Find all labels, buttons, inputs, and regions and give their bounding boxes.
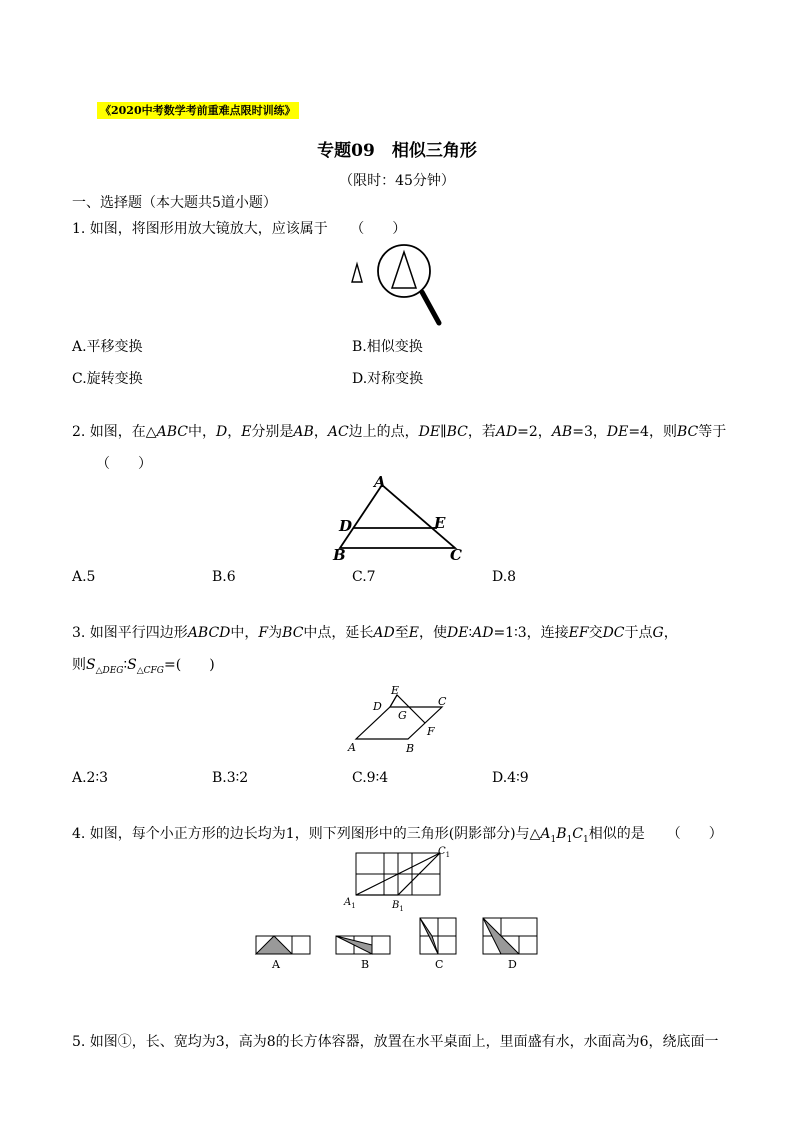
q4-var: C bbox=[572, 826, 584, 842]
q3-option-b: B.3∶2 bbox=[212, 770, 249, 786]
q3-text: ， bbox=[663, 625, 678, 641]
q3-var: AD bbox=[472, 625, 494, 641]
q3-var: DE bbox=[446, 625, 469, 641]
magnifier-handle bbox=[422, 292, 439, 323]
q3-stem-line2 bbox=[72, 654, 215, 676]
q2-var: AB bbox=[551, 424, 573, 440]
q3-text: ∶ bbox=[468, 625, 473, 641]
header-tag: 《2020中考数学考前重难点限时训练》 bbox=[97, 102, 299, 119]
q3-option-c: C.9∶4 bbox=[352, 770, 389, 786]
shaded-triangle bbox=[256, 936, 292, 954]
q2-text: 2. 如图，在△ bbox=[72, 424, 157, 440]
q3-option-d: D.4∶9 bbox=[492, 770, 529, 786]
q4-option-d-label: D bbox=[508, 958, 517, 971]
q3-var: S bbox=[127, 657, 137, 673]
q2-text: 边上的点， bbox=[348, 424, 419, 440]
q3-text: 为 bbox=[268, 625, 283, 641]
q2-text: 分别是 bbox=[251, 424, 294, 440]
q1-option-c: C.旋转变换 bbox=[72, 371, 143, 387]
q2-option-a: A.5 bbox=[72, 569, 96, 585]
label-d: D bbox=[373, 700, 382, 713]
q4-var: A bbox=[540, 826, 551, 842]
q4-figure-c bbox=[420, 918, 456, 954]
q4-option-figures bbox=[250, 910, 550, 972]
q2-option-c: C.7 bbox=[352, 569, 376, 585]
q3-var: S bbox=[86, 657, 96, 673]
page-subtitle: （限时：45分钟） bbox=[339, 173, 455, 189]
q2-var: AB bbox=[293, 424, 314, 440]
q2-text: ，若 bbox=[467, 424, 496, 440]
q2-text: 中， bbox=[187, 424, 216, 440]
q3-text: 则 bbox=[72, 657, 86, 673]
q2-triangle-figure bbox=[325, 470, 475, 565]
q3-var: ABCD bbox=[187, 625, 231, 641]
q3-text: ，使 bbox=[418, 625, 447, 641]
q2-option-b: B.6 bbox=[212, 569, 236, 585]
page-title: 专题09 相似三角形 bbox=[317, 141, 477, 161]
q4-subscript: 1 bbox=[583, 834, 589, 845]
q4-figure-a bbox=[256, 936, 310, 954]
q4-reference-grid bbox=[340, 845, 450, 915]
label-e: E bbox=[434, 514, 446, 532]
q4-option-b-label: B bbox=[361, 958, 370, 971]
q2-var: DE∥BC bbox=[418, 424, 468, 440]
label-g: G bbox=[398, 709, 407, 722]
small-triangle bbox=[352, 264, 362, 282]
label-d: D bbox=[339, 517, 353, 535]
q2-option-d: D.8 bbox=[492, 569, 517, 585]
q3-subscript: △DEG bbox=[95, 665, 124, 676]
q1-option-a: A.平移变换 bbox=[72, 339, 143, 355]
q4-subscript: 1 bbox=[566, 834, 573, 845]
q3-parallelogram-figure bbox=[342, 683, 457, 755]
q2-var: D bbox=[215, 424, 228, 440]
q3-text: 交 bbox=[588, 625, 603, 641]
label-a: A bbox=[374, 473, 386, 491]
magnified-triangle bbox=[392, 252, 416, 288]
q3-text: 至 bbox=[394, 625, 409, 641]
q3-var: BC bbox=[282, 625, 304, 641]
q4-var: B bbox=[556, 826, 567, 842]
label-c: C bbox=[450, 546, 462, 564]
label-e: E bbox=[391, 684, 400, 697]
section-heading: 一、选择题（本大题共5道小题） bbox=[72, 195, 277, 211]
q1-stem bbox=[72, 218, 406, 238]
q4-text: 4. 如图，每个小正方形的边长均为1，则下列图形中的三角形(阴影部分)与△ bbox=[72, 826, 541, 842]
segment-ef bbox=[390, 695, 425, 723]
q1-option-b: B.相似变换 bbox=[352, 339, 423, 355]
label-f: F bbox=[427, 725, 435, 738]
label-b: B bbox=[406, 742, 415, 755]
label-a1: $A_1$ bbox=[344, 897, 356, 910]
q2-var: ABC bbox=[156, 424, 188, 440]
q3-text: =( ) bbox=[164, 657, 215, 673]
q2-answer-paren: （ ） bbox=[96, 456, 152, 472]
q2-text: =4，则 bbox=[628, 424, 677, 440]
q3-var: EF bbox=[568, 625, 589, 641]
q4-figure-b bbox=[336, 936, 390, 954]
q2-text: =3， bbox=[572, 424, 607, 440]
q4-stem bbox=[72, 823, 723, 845]
q1-stem-text: 1. 如图，将图形用放大镜放大，应该属于 bbox=[72, 221, 328, 237]
q4-answer-paren: （ ） bbox=[666, 826, 723, 842]
q3-text: =1∶3，连接 bbox=[493, 625, 569, 641]
q3-var: G bbox=[652, 625, 664, 641]
q1-answer-paren: （ ） bbox=[350, 221, 407, 237]
q1-magnifier-figure bbox=[340, 242, 450, 330]
q3-stem-line1 bbox=[72, 622, 678, 642]
q2-text: =2， bbox=[517, 424, 552, 440]
label-c: C bbox=[438, 695, 447, 708]
q3-text: 中点，延长 bbox=[303, 625, 374, 641]
q2-stem bbox=[72, 421, 726, 441]
label-b: B bbox=[333, 546, 346, 564]
q2-text: ， bbox=[227, 424, 242, 440]
label-a: A bbox=[348, 741, 356, 754]
q3-var: AD bbox=[373, 625, 395, 641]
q2-text: ， bbox=[313, 424, 328, 440]
q2-var: DE bbox=[606, 424, 629, 440]
q5-stem: 5. 如图①，长、宽均为3，高为8的长方体容器，放置在水平桌面上，里面盛有水，水面高为6，绕底面一 bbox=[72, 1034, 719, 1050]
q3-var: E bbox=[408, 625, 419, 641]
label-c1: $C_1$ bbox=[438, 846, 450, 859]
q3-text: 于点 bbox=[624, 625, 653, 641]
q2-var: E bbox=[241, 424, 252, 440]
q4-option-c-label: C bbox=[435, 958, 444, 971]
q3-option-a: A.2∶3 bbox=[72, 770, 109, 786]
q4-option-a-label: A bbox=[272, 958, 280, 971]
q2-var: BC bbox=[676, 424, 699, 440]
q3-var: F bbox=[258, 625, 269, 641]
q2-var: AD bbox=[495, 424, 518, 440]
q3-text: ∶ bbox=[123, 657, 128, 673]
q4-subscript: 1 bbox=[550, 834, 557, 845]
q4-figure-d bbox=[483, 918, 537, 954]
q3-text: 3. 如图平行四边形 bbox=[72, 625, 188, 641]
q3-text: 中， bbox=[230, 625, 259, 641]
q3-subscript: △CFG bbox=[136, 665, 164, 676]
q2-text: 等于 bbox=[698, 424, 727, 440]
q1-option-d: D.对称变换 bbox=[352, 371, 424, 387]
label-b1: $B_1$ bbox=[392, 900, 404, 913]
q2-var: AC bbox=[327, 424, 349, 440]
q3-var: DC bbox=[602, 625, 625, 641]
q4-text: 相似的是 bbox=[588, 826, 645, 842]
